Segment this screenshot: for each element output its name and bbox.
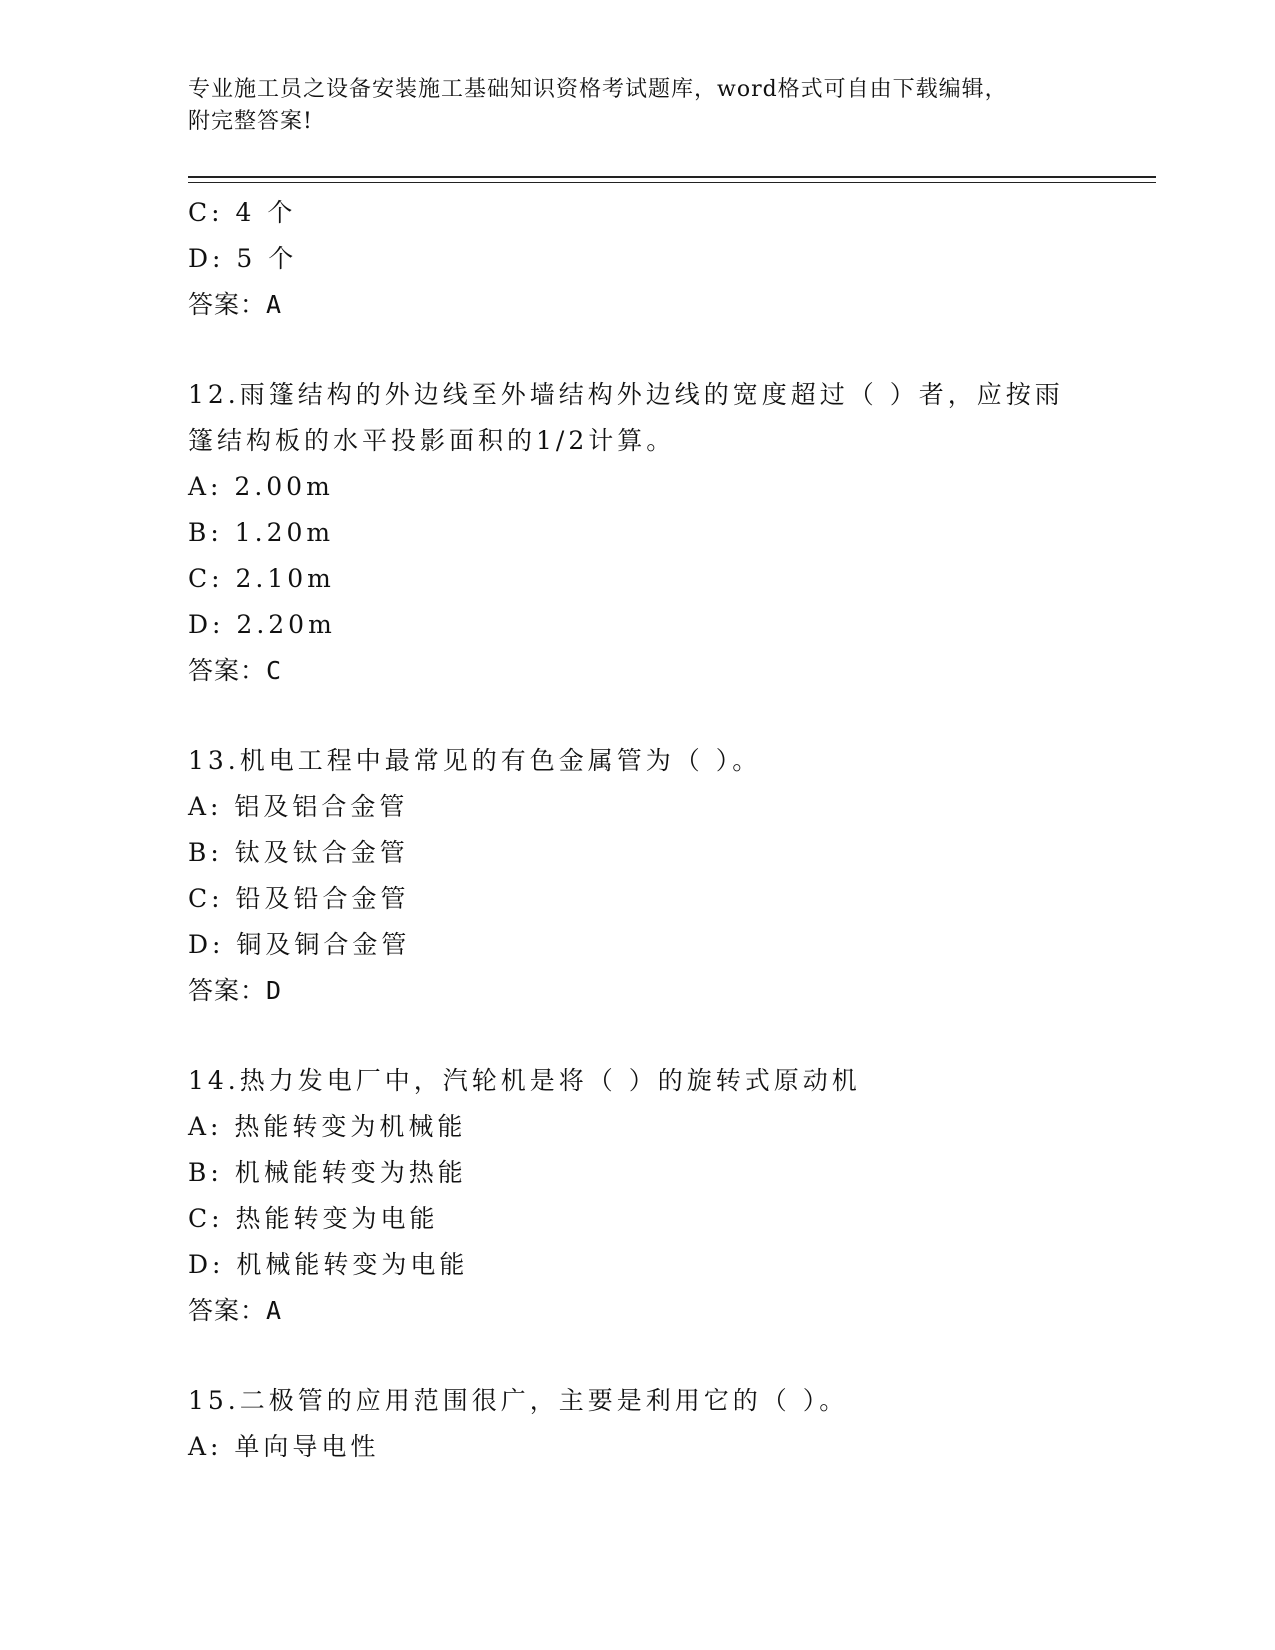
answer-line — [188, 968, 1068, 1014]
option-c: C: 4 个 — [188, 198, 297, 227]
option-d: D: 5 个 — [188, 244, 298, 273]
answer-label: 答案： — [188, 976, 267, 1005]
question-stem-line-2: 篷结构板的水平投影面积的1/2计算。 — [188, 426, 676, 455]
document-header — [188, 74, 1088, 138]
option-d: D: 2.20m — [188, 610, 336, 639]
spacer — [188, 1334, 1068, 1378]
option-b: B: 钛及钛合金管 — [188, 838, 409, 867]
question-stem-line-1: 13.机电工程中最常见的有色金属管为（ ）。 — [188, 746, 762, 775]
option-d: D: 铜及铜合金管 — [188, 930, 411, 959]
answer-line — [188, 1288, 1068, 1334]
option-d: D: 机械能转变为电能 — [188, 1250, 469, 1279]
spacer — [188, 328, 1068, 372]
question-14 — [188, 1058, 1068, 1334]
answer-label: 答案： — [188, 1296, 267, 1325]
option-b: B: 1.20m — [188, 518, 335, 547]
spacer — [188, 694, 1068, 738]
header-line-2: 附完整答案! — [188, 109, 313, 134]
question-stem-line-1: 12.雨篷结构的外边线至外墙结构外边线的宽度超过（ ）者，应按雨 — [188, 380, 1064, 409]
question-15 — [188, 1378, 1068, 1470]
question-11-continued — [188, 190, 1068, 328]
answer-value: D — [266, 976, 283, 1005]
answer-line — [188, 648, 1068, 694]
header-divider-thick — [188, 176, 1156, 178]
header-divider-thin — [188, 182, 1156, 183]
option-c: C: 2.10m — [188, 564, 335, 593]
spacer — [188, 1014, 1068, 1058]
option-b: B: 机械能转变为热能 — [188, 1158, 467, 1187]
question-stem-line-1: 15.二极管的应用范围很广，主要是利用它的（ ）。 — [188, 1386, 849, 1415]
option-c: C: 铅及铅合金管 — [188, 884, 410, 913]
option-c: C: 热能转变为电能 — [188, 1204, 439, 1233]
answer-label: 答案： — [188, 290, 267, 319]
question-13 — [188, 738, 1068, 1014]
option-a: A: 铝及铝合金管 — [188, 792, 409, 821]
header-line-1: 专业施工员之设备安装施工基础知识资格考试题库，word格式可自由下载编辑， — [188, 77, 1008, 102]
option-a: A: 单向导电性 — [188, 1432, 380, 1461]
answer-value: A — [266, 1296, 283, 1325]
answer-line — [188, 282, 1068, 328]
answer-value: C — [266, 656, 283, 685]
question-list — [188, 190, 1068, 1470]
answer-value: A — [266, 290, 283, 319]
option-a: A: 热能转变为机械能 — [188, 1112, 467, 1141]
question-12 — [188, 372, 1068, 694]
option-a: A: 2.00m — [188, 472, 334, 501]
question-stem-line-1: 14.热力发电厂中，汽轮机是将（ ）的旋转式原动机 — [188, 1066, 861, 1095]
answer-label: 答案： — [188, 656, 267, 685]
